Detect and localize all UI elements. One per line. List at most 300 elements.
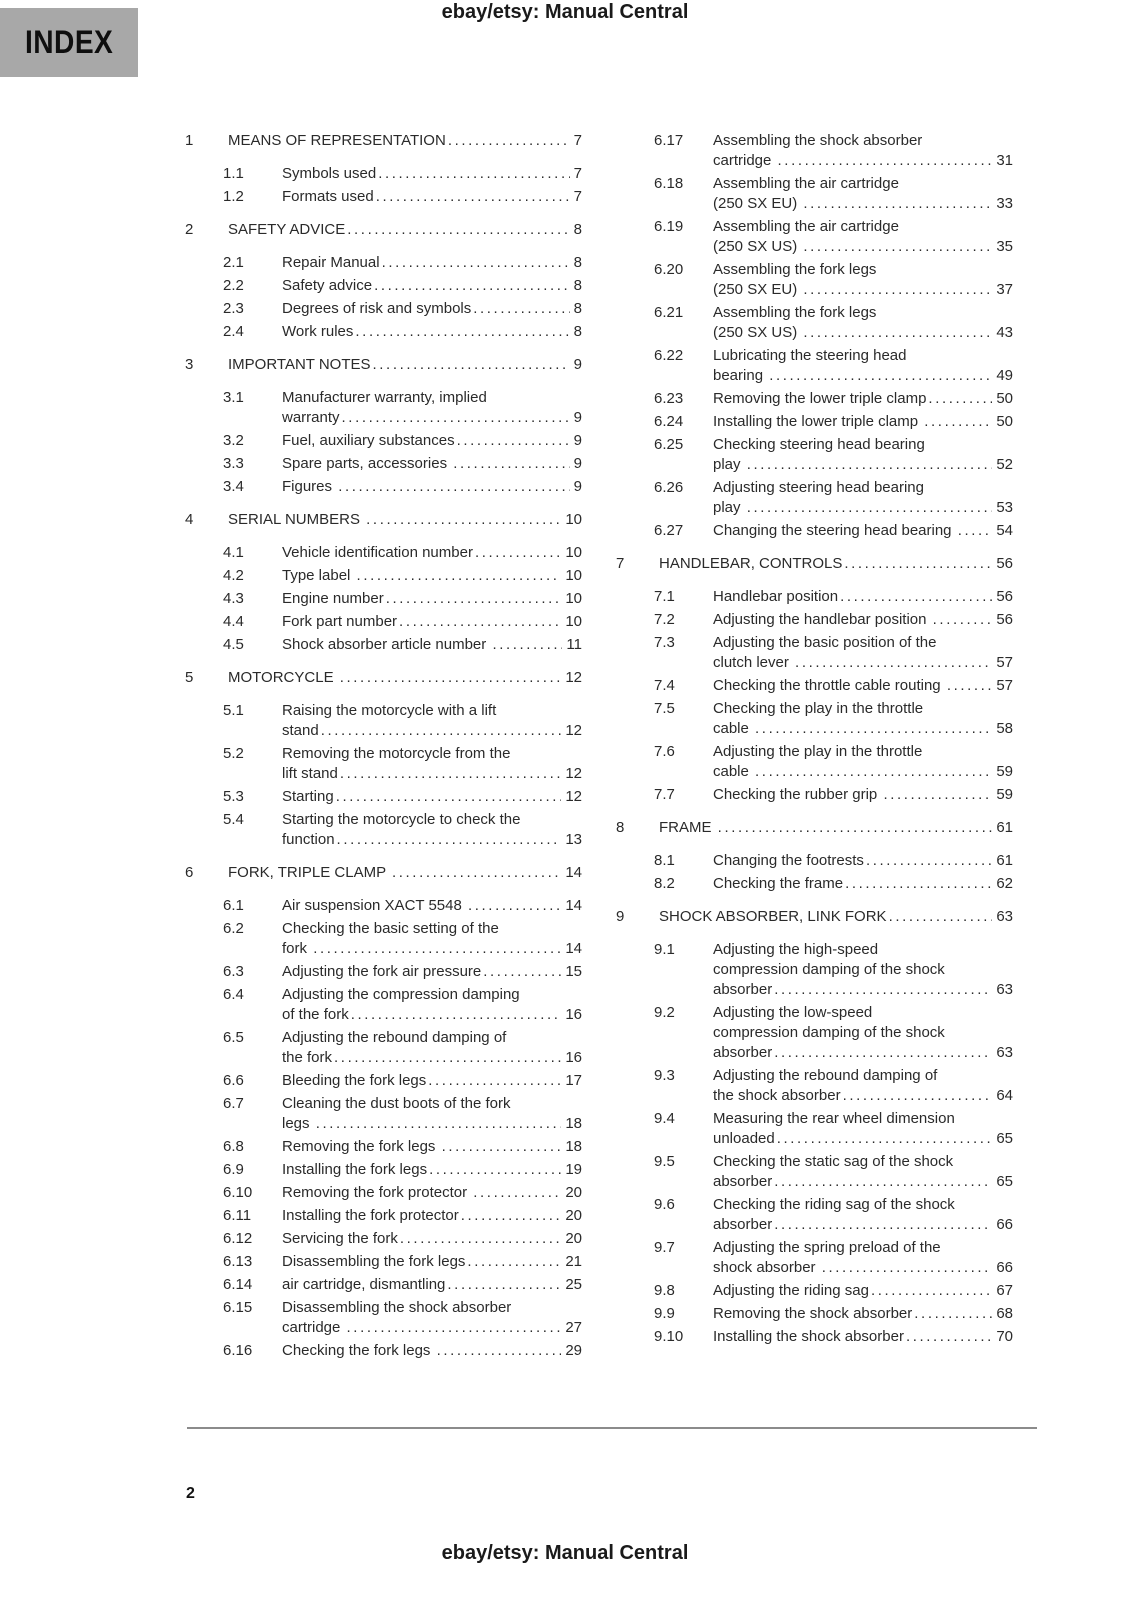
entry-title-block (713, 303, 1013, 343)
dot-leader (468, 896, 561, 916)
dot-leader (473, 299, 569, 319)
entry-title-block (713, 587, 1013, 607)
entry-number: 6 (185, 864, 194, 881)
entry-title-text: Installing the fork protector (282, 1207, 459, 1224)
entry-title-block (713, 1281, 1013, 1301)
entry-page-number: 18 (565, 1115, 582, 1132)
entry-title-text: Checking the throttle cable routing (713, 677, 945, 694)
dot-leader (382, 253, 570, 273)
dot-leader (883, 785, 992, 805)
toc-entry-row (185, 253, 582, 273)
dot-leader (845, 874, 992, 894)
dot-leader (755, 762, 992, 782)
entry-last-line (659, 554, 1013, 574)
entry-number: 7.2 (654, 611, 675, 628)
toc-column-left (185, 131, 582, 1364)
toc-entry-row (185, 431, 582, 451)
entry-title-text: FRAME (659, 819, 716, 836)
entry-last-line (282, 1183, 582, 1203)
entry-title-line: Adjusting the rebound damping of (282, 1029, 507, 1046)
entry-page-number: 16 (565, 1006, 582, 1023)
entry-title-text: Checking the rubber grip (713, 786, 882, 803)
entry-last-line (713, 1327, 1013, 1347)
dot-leader (321, 721, 562, 741)
entry-title-block (659, 554, 1013, 574)
toc-entry-row (616, 389, 1013, 409)
entry-title-text: (250 SX US) (713, 324, 802, 341)
dot-leader (475, 543, 561, 563)
toc-entry-row (185, 919, 582, 959)
entry-page-number: 9 (573, 432, 582, 449)
dot-leader (774, 1215, 992, 1235)
entry-title-block (282, 787, 582, 807)
entry-title-line: Manufacturer warranty, implied (282, 389, 487, 406)
entry-title-block (282, 566, 582, 586)
entry-last-line (282, 322, 582, 342)
entry-page-number: 37 (996, 281, 1013, 298)
entry-number: 9.10 (654, 1328, 684, 1345)
dot-leader (747, 455, 993, 475)
dot-leader (871, 1281, 992, 1301)
dot-leader (448, 131, 570, 151)
dot-leader (457, 431, 570, 451)
entry-title-line: Assembling the fork legs (713, 261, 877, 278)
entry-page-number: 65 (996, 1173, 1013, 1190)
entry-title-block (228, 355, 582, 375)
entry-last-line (713, 1304, 1013, 1324)
toc-chapter-row (616, 818, 1013, 838)
toc-entry-row (185, 322, 582, 342)
entry-title-text: warranty (282, 409, 340, 426)
toc-entry-row (185, 962, 582, 982)
toc-entry-row (616, 1066, 1013, 1106)
entry-number: 6.10 (223, 1184, 253, 1201)
dot-leader (947, 676, 993, 696)
entry-title-block (282, 896, 582, 916)
entry-number: 6.15 (223, 1299, 253, 1316)
entry-title-line: Adjusting the play in the throttle (713, 743, 923, 760)
toc-entry-row (185, 566, 582, 586)
toc-entry-row (185, 1298, 582, 1338)
entry-page-number: 52 (996, 456, 1013, 473)
dot-leader (777, 1129, 993, 1149)
entry-title-text: Starting (282, 788, 334, 805)
entry-page-number: 56 (996, 555, 1013, 572)
dot-leader (340, 668, 562, 688)
entry-title-block (713, 260, 1013, 300)
entry-title-text: Spare parts, accessories (282, 455, 452, 472)
entry-number: 5.4 (223, 811, 244, 828)
entry-title-text: clutch lever (713, 654, 794, 671)
entry-number: 7 (616, 555, 625, 572)
entry-title-text: HANDLEBAR, CONTROLS (659, 555, 843, 572)
dot-leader (774, 980, 992, 1000)
entry-title-line: Assembling the shock absorber (713, 132, 923, 149)
entry-page-number: 57 (996, 654, 1013, 671)
entry-last-line (282, 589, 582, 609)
toc-entry-row (185, 477, 582, 497)
entry-number: 6.26 (654, 479, 684, 496)
entry-title-text: cartridge (282, 1319, 345, 1336)
toc-chapter-row (185, 863, 582, 883)
entry-page-number: 18 (565, 1138, 582, 1155)
entry-last-line (713, 455, 1013, 475)
entry-last-line (282, 1275, 582, 1295)
toc-entry-row (616, 1281, 1013, 1301)
entry-page-number: 35 (996, 238, 1013, 255)
entry-number: 2.2 (223, 277, 244, 294)
entry-title-line: Assembling the fork legs (713, 304, 877, 321)
entry-title-text: Fuel, auxiliary substances (282, 432, 455, 449)
dot-leader (442, 1137, 562, 1157)
entry-title-block (282, 322, 582, 342)
toc-entry-row (185, 1183, 582, 1203)
dot-leader (889, 907, 993, 927)
entry-number: 9.3 (654, 1067, 675, 1084)
entry-last-line (713, 587, 1013, 607)
entry-title-block (713, 1152, 1013, 1192)
entry-page-number: 9 (573, 478, 582, 495)
toc-entry-row (616, 587, 1013, 607)
entry-title-block (282, 276, 582, 296)
entry-title-line: Assembling the air cartridge (713, 218, 899, 235)
entry-title-block (282, 1028, 582, 1068)
dot-leader (347, 220, 569, 240)
dot-leader (769, 366, 992, 386)
dot-leader (467, 1252, 561, 1272)
entry-title-text: Figures (282, 478, 337, 495)
dot-leader (803, 194, 992, 214)
entry-last-line (713, 366, 1013, 386)
entry-last-line (282, 721, 582, 741)
entry-title-line: Adjusting the basic position of the (713, 634, 937, 651)
entry-last-line (713, 151, 1013, 171)
entry-title-text: Changing the footrests (713, 852, 864, 869)
entry-page-number: 9 (573, 455, 582, 472)
entry-title-block (713, 478, 1013, 518)
entry-page-number: 58 (996, 720, 1013, 737)
dot-leader (336, 787, 562, 807)
entry-page-number: 20 (565, 1207, 582, 1224)
entry-page-number: 13 (565, 831, 582, 848)
entry-title-line: Checking the riding sag of the shock (713, 1196, 955, 1213)
entry-title-text: unloaded (713, 1130, 775, 1147)
entry-title-block (713, 1066, 1013, 1106)
toc-entry-row (185, 187, 582, 207)
entry-title-block (713, 389, 1013, 409)
entry-number: 6.13 (223, 1253, 253, 1270)
index-label-box (0, 8, 138, 77)
toc-entry-row (185, 1071, 582, 1091)
dot-leader (386, 589, 562, 609)
toc-entry-row (185, 1160, 582, 1180)
entry-number: 9.2 (654, 1004, 675, 1021)
dot-leader (778, 151, 993, 171)
toc-entry-row (185, 1094, 582, 1134)
dot-leader (313, 939, 561, 959)
entry-title-block (713, 346, 1013, 386)
entry-title-block (282, 1183, 582, 1203)
toc-entry-row (185, 1252, 582, 1272)
entry-last-line (282, 830, 582, 850)
entry-page-number: 49 (996, 367, 1013, 384)
entry-number: 3.1 (223, 389, 244, 406)
entry-page-number: 10 (565, 544, 582, 561)
entry-page-number: 70 (996, 1328, 1013, 1345)
entry-title-text: the fork (282, 1049, 333, 1066)
entry-title-text: Adjusting the handlebar position (713, 611, 931, 628)
entry-title-text: Removing the shock absorber (713, 1305, 913, 1322)
entry-title-line: Cleaning the dust boots of the fork (282, 1095, 511, 1112)
dot-leader (803, 323, 992, 343)
entry-number: 4.3 (223, 590, 244, 607)
entry-title-block (713, 131, 1013, 171)
entry-title-block (282, 299, 582, 319)
entry-last-line (713, 874, 1013, 894)
entry-number: 5 (185, 669, 194, 686)
entry-title-text: Fork part number (282, 613, 398, 630)
entry-title-block (282, 1275, 582, 1295)
entry-page-number: 8 (573, 254, 582, 271)
entry-title-text: Repair Manual (282, 254, 380, 271)
toc-column-right (616, 131, 1013, 1364)
entry-title-block (228, 131, 582, 151)
entry-last-line (282, 1318, 582, 1338)
entry-page-number: 9 (573, 409, 582, 426)
entry-title-text: cartridge (713, 152, 776, 169)
entry-title-block (228, 863, 582, 883)
entry-title-text: Changing the steering head bearing (713, 522, 956, 539)
entry-last-line (282, 543, 582, 563)
entry-last-line (713, 237, 1013, 257)
entry-number: 6.20 (654, 261, 684, 278)
entry-last-line (659, 907, 1013, 927)
entry-number: 6.19 (654, 218, 684, 235)
dot-leader (334, 1048, 561, 1068)
entry-page-number: 11 (566, 636, 582, 653)
toc-entry-row (616, 174, 1013, 214)
entry-title-text: of the fork (282, 1006, 349, 1023)
entry-title-block (282, 810, 582, 850)
page-header (0, 0, 1130, 24)
entry-last-line (713, 412, 1013, 432)
dot-leader (774, 1172, 992, 1192)
entry-last-line (713, 498, 1013, 518)
entry-title-block (228, 668, 582, 688)
entry-title-line: Adjusting the spring preload of the (713, 1239, 941, 1256)
entry-number: 6.7 (223, 1095, 244, 1112)
entry-title-line: Adjusting the rebound damping of (713, 1067, 938, 1084)
dot-leader (924, 412, 992, 432)
entry-last-line (228, 220, 582, 240)
dot-leader (373, 355, 570, 375)
entry-title-text: SERIAL NUMBERS (228, 511, 365, 528)
toc-entry-row (185, 612, 582, 632)
entry-title-block (282, 543, 582, 563)
dot-leader (747, 498, 993, 518)
index-label: INDEX (24, 24, 114, 60)
entry-title-block (282, 431, 582, 451)
entry-number: 6.22 (654, 347, 684, 364)
entry-number: 9.6 (654, 1196, 675, 1213)
entry-title-text: absorber (713, 1173, 773, 1190)
toc-entry-row (616, 1238, 1013, 1278)
entry-page-number: 65 (996, 1130, 1013, 1147)
toc-entry-row (185, 985, 582, 1025)
toc-entry-row (616, 346, 1013, 386)
entry-title-text: Symbols used (282, 165, 377, 182)
table-of-contents (185, 131, 1013, 1364)
dot-leader (355, 322, 569, 342)
toc-chapter-row (185, 510, 582, 530)
dot-leader (376, 187, 570, 207)
entry-number: 5.2 (223, 745, 244, 762)
entry-title-line: Checking the play in the throttle (713, 700, 924, 717)
entry-title-text: play (713, 456, 745, 473)
entry-title-text: Bleeding the fork legs (282, 1072, 427, 1089)
entry-page-number: 8 (573, 221, 582, 238)
entry-number: 8 (616, 819, 625, 836)
entry-title-text: lift stand (282, 765, 338, 782)
toc-entry-row (616, 785, 1013, 805)
entry-number: 6.14 (223, 1276, 253, 1293)
dot-leader (840, 587, 992, 607)
entry-last-line (713, 1281, 1013, 1301)
toc-entry-row (185, 701, 582, 741)
entry-title-block (713, 742, 1013, 782)
dot-leader (429, 1160, 561, 1180)
entry-title-line: Adjusting the low-speed (713, 1004, 873, 1021)
entry-title-text: (250 SX EU) (713, 281, 802, 298)
entry-number: 3 (185, 356, 194, 373)
entry-title-text: (250 SX US) (713, 238, 802, 255)
entry-number: 7.6 (654, 743, 675, 760)
toc-entry-row (616, 1003, 1013, 1063)
entry-page-number: 66 (996, 1216, 1013, 1233)
entry-last-line (659, 818, 1013, 838)
entry-last-line (713, 980, 1013, 1000)
entry-title-block (713, 412, 1013, 432)
entry-title-text: cable (713, 720, 754, 737)
entry-number: 6.11 (223, 1207, 252, 1224)
entry-title-block (282, 164, 582, 184)
entry-page-number: 63 (996, 1044, 1013, 1061)
dot-leader (473, 1183, 561, 1203)
entry-title-block (282, 919, 582, 959)
entry-title-text: legs (282, 1115, 314, 1132)
entry-page-number: 27 (565, 1319, 582, 1336)
entry-number: 8.2 (654, 875, 675, 892)
entry-page-number: 59 (996, 763, 1013, 780)
toc-chapter-row (185, 220, 582, 240)
dot-leader (347, 1318, 562, 1338)
entry-title-text: Adjusting the fork air pressure (282, 963, 482, 980)
entry-page-number: 66 (996, 1259, 1013, 1276)
dot-leader (400, 1229, 561, 1249)
entry-last-line (713, 1129, 1013, 1149)
toc-entry-row (185, 543, 582, 563)
entry-number: 3.4 (223, 478, 244, 495)
entry-title-text: SAFETY ADVICE (228, 221, 346, 238)
entry-number: 6.21 (654, 304, 684, 321)
entry-last-line (282, 1206, 582, 1226)
entry-title-text: Shock absorber article number (282, 636, 491, 653)
entry-title-block (713, 940, 1013, 1000)
dot-leader (843, 1086, 993, 1106)
toc-entry-row (185, 589, 582, 609)
entry-title-text: SHOCK ABSORBER, LINK FORK (659, 908, 887, 925)
dot-leader (933, 610, 993, 630)
dot-leader (803, 237, 992, 257)
entry-last-line (713, 1258, 1013, 1278)
entry-number: 6.25 (654, 436, 684, 453)
entry-number: 6.5 (223, 1029, 244, 1046)
entry-last-line (713, 762, 1013, 782)
entry-last-line (282, 431, 582, 451)
entry-title-block (713, 851, 1013, 871)
entry-last-line (282, 764, 582, 784)
entry-last-line (282, 187, 582, 207)
toc-entry-row (616, 521, 1013, 541)
entry-number: 6.2 (223, 920, 244, 937)
dot-leader (378, 164, 569, 184)
entry-page-number: 53 (996, 499, 1013, 516)
toc-entry-row (185, 454, 582, 474)
entry-title-text: Type label (282, 567, 355, 584)
entry-number: 9.8 (654, 1282, 675, 1299)
toc-entry-row (616, 1327, 1013, 1347)
entry-title-block (713, 1327, 1013, 1347)
toc-chapter-row (185, 668, 582, 688)
entry-title-block (713, 785, 1013, 805)
entry-page-number: 15 (565, 963, 582, 980)
entry-title-text: Installing the fork legs (282, 1161, 428, 1178)
entry-last-line (713, 521, 1013, 541)
entry-page-number: 61 (996, 852, 1013, 869)
entry-title-text: Servicing the fork (282, 1230, 398, 1247)
toc-entry-row (185, 1137, 582, 1157)
entry-title-block (713, 521, 1013, 541)
entry-page-number: 12 (565, 765, 582, 782)
entry-last-line (713, 1172, 1013, 1192)
entry-page-number: 67 (996, 1282, 1013, 1299)
entry-page-number: 12 (565, 788, 582, 805)
entry-last-line (282, 1252, 582, 1272)
entry-page-number: 7 (573, 188, 582, 205)
entry-page-number: 61 (996, 819, 1013, 836)
entry-title-block (713, 633, 1013, 673)
entry-title-line: Checking the static sag of the shock (713, 1153, 954, 1170)
entry-number: 6.18 (654, 175, 684, 192)
toc-entry-row (616, 610, 1013, 630)
entry-number: 7.5 (654, 700, 675, 717)
dot-leader (755, 719, 992, 739)
entry-last-line (228, 131, 582, 151)
entry-page-number: 17 (565, 1072, 582, 1089)
entry-title-text: Installing the shock absorber (713, 1328, 904, 1345)
entry-last-line (282, 1005, 582, 1025)
entry-title-text: (250 SX EU) (713, 195, 802, 212)
entry-title-block (282, 187, 582, 207)
entry-title-block (228, 220, 582, 240)
entry-page-number: 33 (996, 195, 1013, 212)
entry-title-text: Safety advice (282, 277, 373, 294)
entry-title-block (282, 635, 582, 655)
entry-title-text: shock absorber (713, 1259, 820, 1276)
dot-leader (822, 1258, 993, 1278)
entry-page-number: 31 (996, 152, 1013, 169)
entry-page-number: 12 (565, 722, 582, 739)
